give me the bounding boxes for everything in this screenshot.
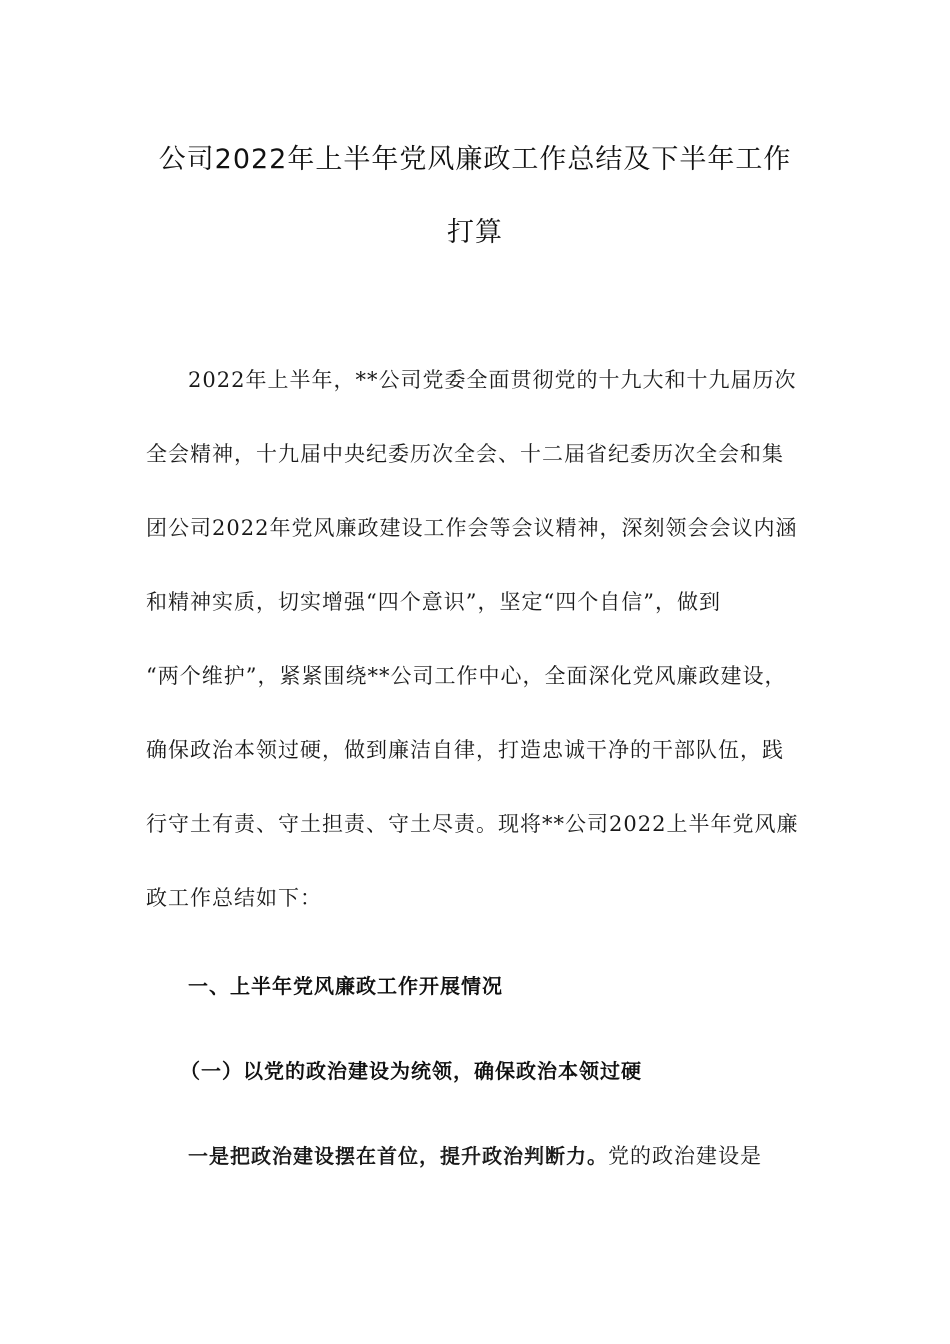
body-line-2: 全会精神，十九届中央纪委历次全会、十二届省纪委历次全会和集 xyxy=(146,442,784,466)
paragraph-lead-bold: 一是把政治建设摆在首位，提升政治判断力。 xyxy=(188,1144,608,1168)
paragraph-lead-normal: 党的政治建设是 xyxy=(608,1144,762,1168)
document-title-line-2: 打算 xyxy=(447,217,503,248)
body-line-4: 和精神实质，切实增强“四个意识”，坚定“四个自信”，做到 xyxy=(146,590,721,614)
body-line-3: 团公司2022年党风廉政建设工作会等会议精神，深刻领会会议内涵 xyxy=(146,516,798,540)
paragraph-start xyxy=(188,1140,762,1170)
section-heading: 一、上半年党风廉政工作开展情况 xyxy=(188,974,503,998)
body-line-1: 2022年上半年，**公司党委全面贯彻党的十九大和十九届历次 xyxy=(188,368,797,392)
body-line-8: 政工作总结如下： xyxy=(146,886,322,910)
body-line-5: “两个维护”，紧紧围绕**公司工作中心，全面深化党风廉政建设， xyxy=(146,664,787,688)
body-line-7: 行守土有责、守土担责、守土尽责。现将**公司2022上半年党风廉 xyxy=(146,812,799,836)
document-title-line-1: 公司2022年上半年党风廉政工作总结及下半年工作 xyxy=(158,144,792,175)
body-line-6: 确保政治本领过硬，做到廉洁自律，打造忠诚干净的干部队伍，践 xyxy=(146,738,784,762)
subsection-heading: （一）以党的政治建设为统领，确保政治本领过硬 xyxy=(180,1059,642,1083)
